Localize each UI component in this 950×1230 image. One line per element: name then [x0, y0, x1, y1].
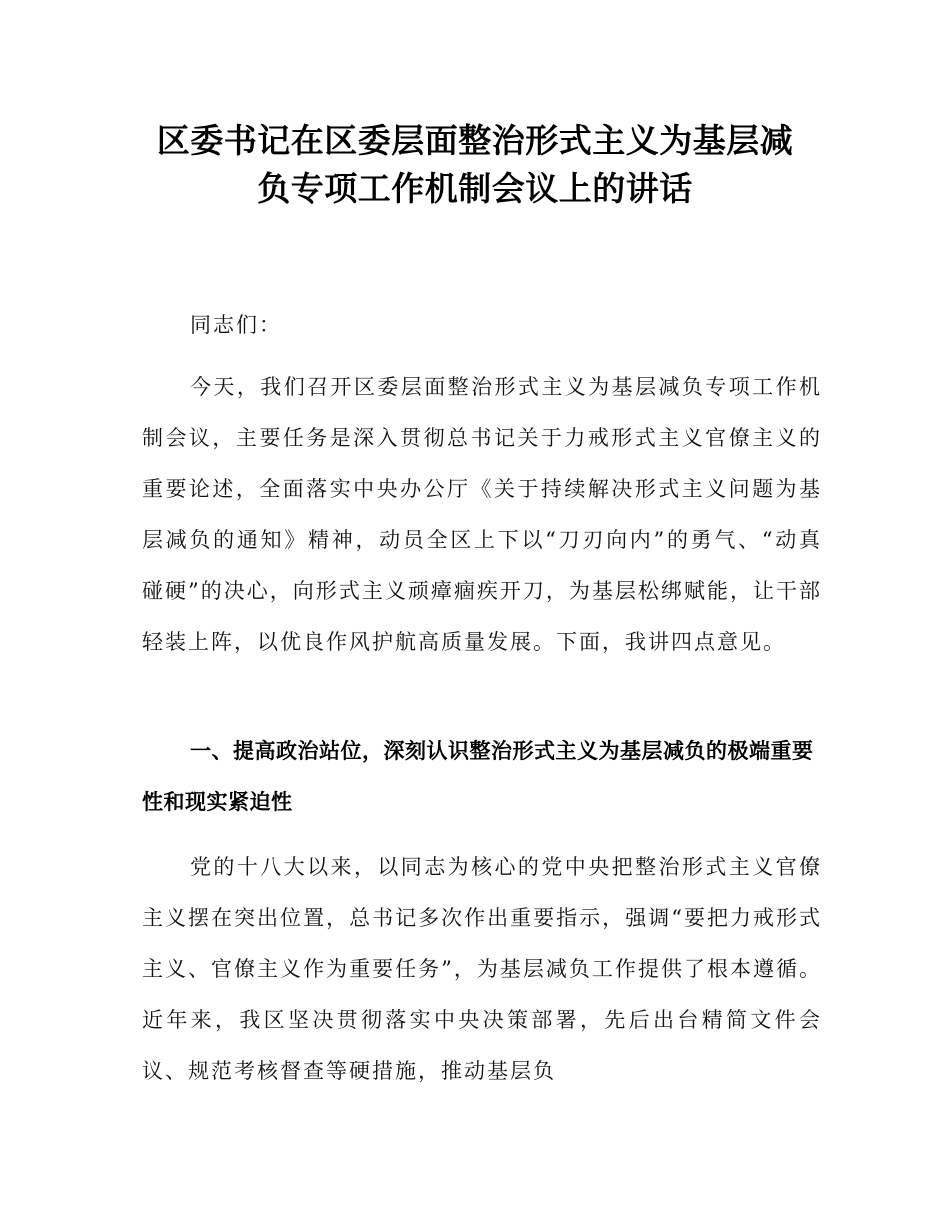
salutation: 同志们： — [190, 313, 282, 337]
document-title-line-1: 区委书记在区委层面整治形式主义为基层减 — [156, 121, 794, 160]
section-1-heading: 一、提高政治站位，深刻认识整治形式主义为基层减负的极端重要性和现实紧迫性 — [142, 739, 814, 814]
section-1-paragraph: 党的十八大以来，以同志为核心的党中央把整治形式主义官僚主义摆在突出位置，总书记多次作出重要指示，强调“要把力戒形式主义、官僚主义作为重要任务”，为基层减负工作提供了根本遵循。近年来，我区坚决贯彻落实中央决策部署，先后出台精简文件会议、规范考核督查等硬措施，推动基层负 — [142, 855, 822, 1083]
intro-paragraph: 今天，我们召开区委层面整治形式主义为基层减负专项工作机制会议，主要任务是深入贯彻总书记关于力戒形式主义官僚主义的重要论述，全面落实中央办公厅《关于持续解决形式主义问题为基层减负的通知》精神，动员全区上下以“刀刃向内”的勇气、“动真碰硬”的决心，向形式主义顽瘴痼疾开刀，为基层松绑赋能，让干部轻装上阵，以优良作风护航高质量发展。下面，我讲四点意见。 — [142, 375, 822, 654]
document-title-line-2: 负专项工作机制会议上的讲话 — [257, 169, 693, 208]
